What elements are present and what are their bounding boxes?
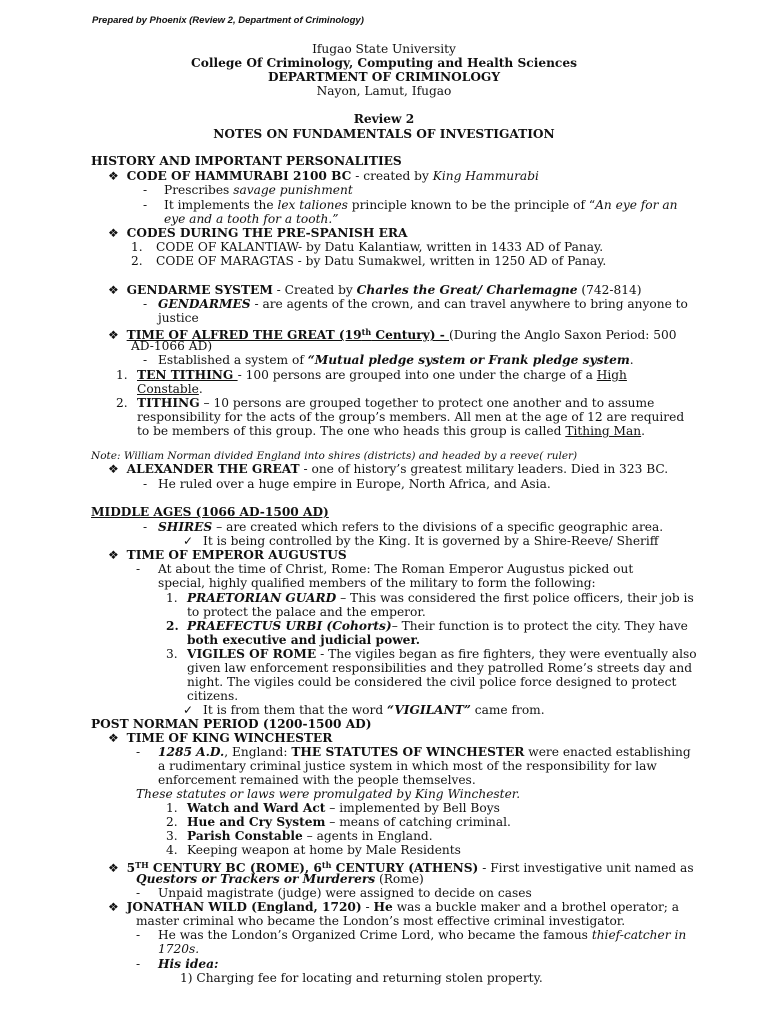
list-item-text: a rudimentary criminal justice system in which most of the responsibility for law: [158, 759, 657, 773]
list-item-text: PRAEFECTUS URBI (Cohorts)– Their function is to protect the city. They have: [187, 619, 688, 633]
diamond-bullet-icon: ❖: [108, 462, 119, 476]
list-item-text: Constable.: [137, 382, 203, 396]
list-item: -: [143, 198, 148, 212]
list-item: -: [136, 928, 141, 942]
list-item-text: to protect the palace and the emperor.: [187, 605, 426, 619]
list-item-text: special, highly qualified members of the military to form the following:: [158, 576, 596, 590]
list-item: -: [143, 353, 148, 367]
list-item-text: Established a system of “Mutual pledge system or Frank pledge system.: [158, 353, 634, 367]
list-item: -: [143, 477, 148, 491]
list-item-text: master criminal who became the London’s most effective criminal investigator.: [136, 914, 626, 928]
university-name: Ifugao State University: [312, 42, 456, 56]
list-item-text: Parish Constable – agents in England.: [187, 829, 433, 843]
list-item: -: [143, 183, 148, 197]
list-item-text: citizens.: [187, 689, 239, 703]
diamond-bullet-icon: ❖: [108, 283, 119, 297]
list-number: 3.: [166, 647, 178, 661]
list-item-text: 1285 A.D., England: THE STATUTES OF WINCHESTER were enacted establishing: [158, 745, 691, 759]
list-item: -: [136, 562, 141, 576]
list-item-hammurabi: ❖ CODE OF HAMMURABI 2100 BC - created by King Hammurabi: [108, 169, 539, 183]
diamond-bullet-icon: ❖: [108, 731, 119, 745]
list-item-text: Watch and Ward Act – implemented by Bell Boys: [187, 801, 500, 815]
prepared-by-note: Prepared by Phoenix (Review 2, Department of Criminology): [92, 15, 364, 26]
list-number: 1.: [166, 801, 178, 815]
list-item-text: AD-1066 AD): [131, 339, 213, 353]
list-item-text: Hue and Cry System – means of catching criminal.: [187, 815, 511, 829]
list-item-text: It is being controlled by the King. It is governed by a Shire-Reeve/ Sheriff: [203, 534, 659, 548]
section-heading-post-norman: POST NORMAN PERIOD (1200-1500 AD): [91, 717, 372, 731]
list-item-text: It implements the lex taliones principle known to be the principle of “An eye for an: [164, 198, 678, 212]
list-item-text: night. The vigiles could be considered the civil police force designed to protect: [187, 675, 677, 689]
list-item-centuries: ❖ 5TH CENTURY BC (ROME), 6th CENTURY (ATHENS) - First investigative unit named as: [108, 860, 694, 875]
check-icon: ✓: [183, 534, 194, 548]
list-item-text: VIGILES OF ROME - The vigiles began as fire fighters, they were eventually also: [187, 647, 697, 661]
list-item-text: justice: [158, 311, 199, 325]
list-item-text: Keeping weapon at home by Male Residents: [187, 843, 461, 857]
section-heading-middle-ages: MIDDLE AGES (1066 AD-1500 AD): [91, 505, 329, 519]
list-item: -: [143, 520, 148, 534]
list-item-text: given law enforcement responsibilities and they patrolled Rome’s streets day and: [187, 661, 693, 675]
list-item: -: [143, 297, 148, 311]
list-item-text: At about the time of Christ, Rome: The Roman Emperor Augustus picked out: [158, 562, 634, 576]
list-item-text: enforcement remained with the people themselves.: [158, 773, 476, 787]
list-item: -: [136, 886, 141, 900]
list-item-text: Prescribes savage punishment: [164, 183, 353, 197]
list-item-text: Unpaid magistrate (judge) were assigned to decide on cases: [158, 886, 532, 900]
his-idea-label: His idea:: [158, 957, 219, 971]
check-icon: ✓: [183, 703, 194, 717]
list-item-text: both executive and judicial power.: [187, 633, 420, 647]
diamond-bullet-icon: ❖: [108, 900, 119, 914]
review-label: Review 2: [353, 112, 415, 126]
document-title: NOTES ON FUNDAMENTALS OF INVESTIGATION: [213, 127, 555, 141]
list-item-alfred: ❖ TIME OF ALFRED THE GREAT (19th Century) - (During the Anglo Saxon Period: 500: [108, 327, 677, 342]
list-number: 1.: [166, 591, 178, 605]
list-item-gendarme: ❖ GENDARME SYSTEM - Created by Charles the Great/ Charlemagne (742-814): [108, 283, 642, 297]
list-number: 4.: [166, 843, 178, 857]
list-number: 2.: [116, 396, 128, 410]
list-item-text: responsibility for the acts of the group’s members. All men at the age of 12 are required: [137, 410, 685, 424]
list-item-text: TEN TITHING - 100 persons are grouped into one under the charge of a High: [137, 368, 627, 382]
list-item: -: [136, 745, 141, 759]
address: Nayon, Lamut, Ifugao: [316, 84, 452, 98]
list-item-text: CODE OF MARAGTAS - by Datu Sumakwel, written in 1250 AD of Panay.: [156, 254, 607, 268]
list-item-pre-spanish: ❖ CODES DURING THE PRE-SPANISH ERA: [108, 226, 408, 240]
diamond-bullet-icon: ❖: [108, 226, 119, 240]
list-item-text: GENDARMES - are agents of the crown, and can travel anywhere to bring anyone to: [158, 297, 688, 311]
list-number: 1.: [116, 368, 128, 382]
list-item-text: He was the London’s Organized Crime Lord, who became the famous thief-catcher in: [158, 928, 687, 942]
list-item-text: SHIRES – are created which refers to the divisions of a specific geographic area.: [158, 520, 664, 534]
list-item-text: CODE OF KALANTIAW- by Datu Kalantiaw, written in 1433 AD of Panay.: [156, 240, 604, 254]
list-item-text: It is from them that the word “VIGILANT” came from.: [203, 703, 545, 717]
list-item-text: eye and a tooth for a tooth.”: [164, 212, 339, 226]
list-item-text: to be members of this group. The one who heads this group is called Tithing Man.: [137, 424, 645, 438]
list-item-text: Questors or Trackers or Murderers (Rome): [136, 872, 424, 886]
list-number: 2.: [166, 619, 179, 633]
diamond-bullet-icon: ❖: [108, 548, 119, 562]
list-item-text: He ruled over a huge empire in Europe, North Africa, and Asia.: [158, 477, 551, 491]
diamond-bullet-icon: ❖: [108, 328, 119, 342]
list-number: 2.: [166, 815, 178, 829]
department-name: DEPARTMENT OF CRIMINOLOGY: [267, 70, 501, 84]
list-item-text: 1720s.: [158, 942, 200, 956]
list-item-jonathan-wild: ❖ JONATHAN WILD (England, 1720) - He was a buckle maker and a brothel operator; a: [108, 900, 680, 914]
diamond-bullet-icon: ❖: [108, 169, 119, 183]
list-number: 1.: [131, 240, 143, 254]
college-name: College Of Criminology, Computing and Health Sciences: [191, 56, 577, 70]
list-item-winchester: ❖ TIME OF KING WINCHESTER: [108, 731, 333, 745]
list-item: -: [136, 957, 141, 971]
list-number: 3.: [166, 829, 178, 843]
list-item-text: PRAETORIAN GUARD – This was considered the first police officers, their job is: [187, 591, 694, 605]
list-item-augustus: ❖ TIME OF EMPEROR AUGUSTUS: [108, 548, 347, 562]
list-item-text: 1) Charging fee for locating and returning stolen property.: [180, 971, 543, 985]
list-item-text: TITHING – 10 persons are grouped together to protect one another and to assume: [137, 396, 655, 410]
section-heading-history: HISTORY AND IMPORTANT PERSONALITIES: [91, 154, 402, 168]
norman-note: Note: William Norman divided England into shires (districts) and headed by a reeve( ruler): [91, 450, 578, 462]
diamond-bullet-icon: ❖: [108, 861, 119, 875]
statutes-note: These statutes or laws were promulgated by King Winchester.: [136, 787, 521, 801]
list-number: 2.: [131, 254, 143, 268]
list-item-alexander: ❖ ALEXANDER THE GREAT - one of history’s greatest military leaders. Died in 323 BC.: [108, 462, 669, 476]
